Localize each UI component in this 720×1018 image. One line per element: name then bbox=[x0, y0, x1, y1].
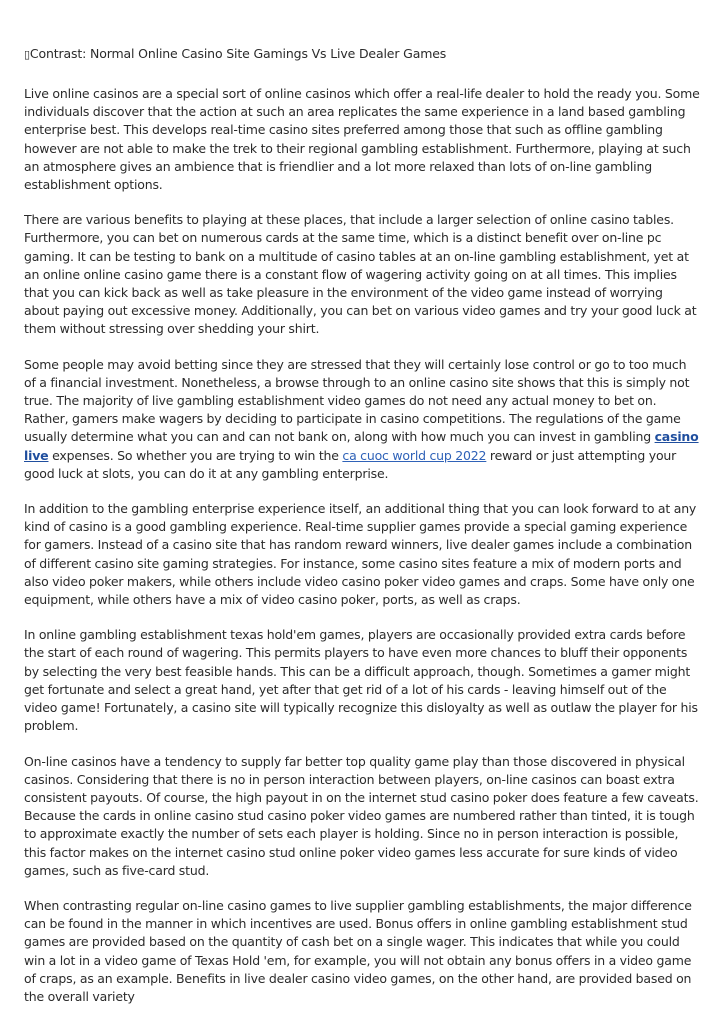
ca-cuoc-world-cup-link[interactable]: ca cuoc world cup 2022 bbox=[342, 447, 487, 463]
casino-live-link[interactable]: casino live bbox=[24, 429, 699, 463]
missing-glyph-icon: ▯ bbox=[24, 48, 30, 61]
paragraph-5: In online gambling establishment texas hold'em games, players are occasionally provided extra cards before the start of each round of wagering. This permits players to have even more chances to bluff their opponents by selecting the very best feasible hands. This can be a difficult approach, though. Sometimes a gamer might get fortunate and select a great hand, yet after that get rid of a lot of his cards - leaving himself out of the video game! Fortunately, a casino site will typically recognize this disloyalty as well as outlaw the player for his problem. bbox=[24, 627, 698, 734]
paragraph-2: There are various benefits to playing at these places, that include a larger selection of online casino tables. Furthermore, you can bet on numerous cards at the same time, which is a distinct benefit over on-line pc gaming. It can be testing to bank on a multitude of casino tables at an on-line gambling establishment, yet at an online online casino game there is a constant flow of wagering activity going on at all times. This implies that you can kick back as well as take pleasure in the environment of the video game instead of worrying about paying out excessive money. Additionally, you can bet on various video games and try your good luck at them without stressing over shedding your shirt. bbox=[24, 212, 697, 337]
paragraph-3-text-c: reward or just attempting your good luck at slots, you can do it at any gambling enterprise. bbox=[24, 447, 677, 481]
paragraph-4: In addition to the gambling enterprise experience itself, an additional thing that you can look forward to at any kind of casino is a good gambling experience. Real-time supplier games provide a special gaming experience for gamers. Instead of a casino site that has random reward winners, live dealer games include a combination of different casino site gaming strategies. For instance, some casino sites feature a mix of modern ports and also video poker makers, while others include video casino poker video games and craps. Some have only one equipment, while others have a mix of video casino poker, ports, as well as craps. bbox=[24, 501, 697, 608]
paragraph-6: On-line casinos have a tendency to supply far better top quality game play than those discovered in physical casinos. Considering that there is no in person interaction between players, on-line casinos can boast extra consistent payouts. Of course, the high payout in on the internet stud casino poker does feature a few caveats. Because the cards in online casino stud casino poker video games are numbered rather than tinted, it is tough to approximate exactly the number of sets each player is holding. Since no in person interaction is possible, this factor makes on the internet casino stud online poker video games less accurate for sure kinds of video games, such as five-card stud. bbox=[24, 753, 699, 878]
article bbox=[24, 45, 700, 1005]
paragraph-1: Live online casinos are a special sort of online casinos which offer a real-life dealer to hold the ready you. Some individuals discover that the action at such an area replicates the same experience in a land based gambling enterprise best. This develops real-time casino sites preferred among those that such as offline gambling however are not able to make the trek to their regional gambling establishment. Furthermore, playing at such an atmosphere gives an ambience that is friendlier and a lot more relaxed than lots of on-line gambling establishment options. bbox=[24, 86, 700, 193]
paragraph-3 bbox=[24, 356, 700, 483]
article-title-text: Contrast: Normal Online Casino Site Gamings Vs Live Dealer Games bbox=[29, 46, 447, 61]
paragraph-3-text-a: Some people may avoid betting since they are stressed that they will certainly lose control or go to too much of a financial investment. Nonetheless, a browse through to an online casino site shows that this is simply not true. The majority of live gambling establishment video games do not need any actual money to bet on. Rather, gamers make wagers by deciding to participate in casino competitions. The regulations of the game usually determine what you can and can not bank on, along with how much you can invest in gambling bbox=[24, 356, 690, 445]
paragraph-7: When contrasting regular on-line casino games to live supplier gambling establishments, the major difference can be found in the manner in which incentives are used. Bonus offers in online gambling establishment stud games are provided based on the quantity of cash bet on a single wager. This indicates that while you could win a lot in a video game of Texas Hold 'em, for example, you will not obtain any bonus offers in a video game of craps, as an example. Benefits in live dealer casino video games, on the other hand, are provided based on the overall variety bbox=[24, 897, 692, 1004]
paragraph-3-text-b: expenses. So whether you are trying to win the bbox=[48, 447, 343, 463]
article-title bbox=[24, 45, 700, 64]
